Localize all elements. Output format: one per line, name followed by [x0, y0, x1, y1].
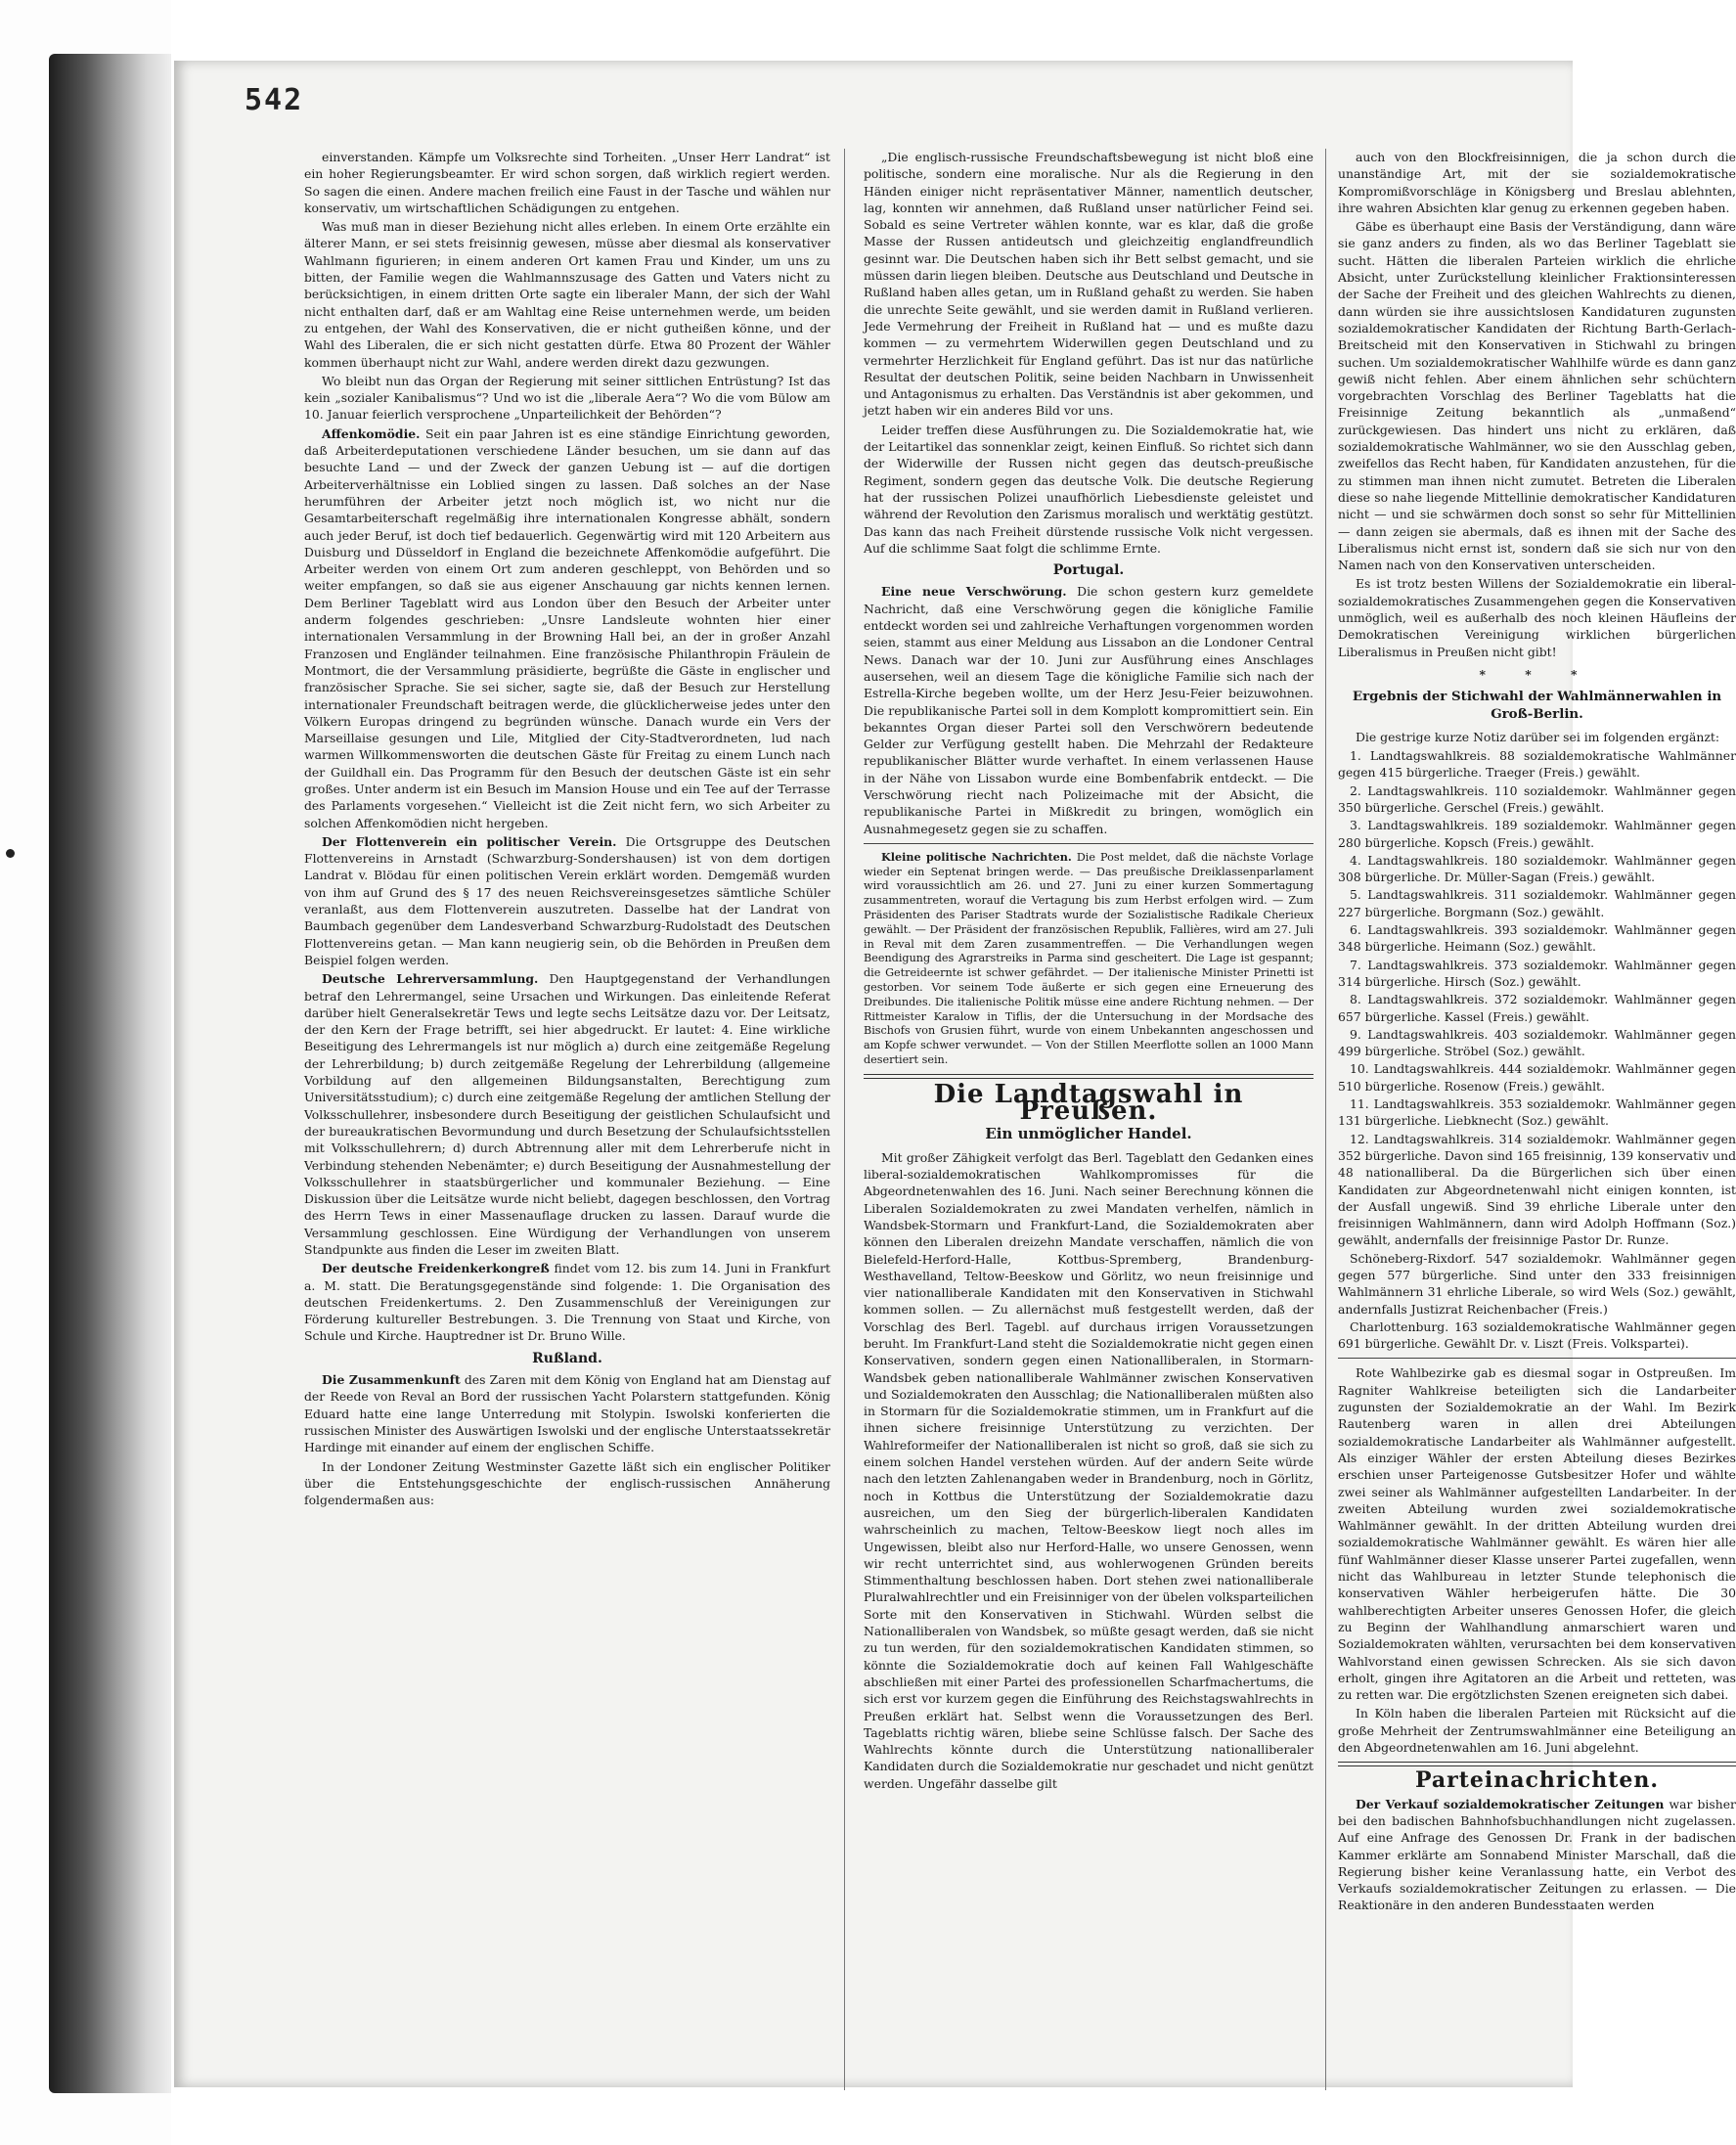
article-body: Seit ein paar Jahren ist es eine ständige Einrichtung geworden, daß Arbeiterdeputationen verschiedene Länder besuchen, um sie dann auf das besuchte Land — und der Zweck der ganzen Uebung ist — auf die dortigen Arbeiterverhältnisse ein Loblied singen zu lassen. Daß solches an der Nase herumführen der Arbeiter jetzt noch möglich ist, wo nicht nur die Gesamtarbeiterschaft regelmäßig ihre internationalen Kongresse abhält, sondern auch jeder Beruf, ist doch tief bedauerlich. Gegenwärtig wird mit 120 Arbeitern aus Duisburg und Düsseldorf in England die bezeichnete Affenkomödie aufgeführt. Die Arbeiter werden von einem Ort zum anderen geschleppt, von Behörden und so weiter empfangen, so daß sie aus eigener Anschauung gar nichts kennen lernen. Dem Berliner Tageblatt wird aus London über den Besuch der Arbeiter unter anderm folgendes geschrieben: „Unsre Landsleute wohnten hier einer internationalen Versammlung in der Browning Hall bei, an der in großer Anzahl Franzosen und Engländer teilnahmen. Eine französische Philanthropin Fräulein de Montmort, die der Versammlung präsidierte, begrüßte die Gäste in englischer und französischer Sprache. Sie sei sicher, sagte sie, daß der Besuch zur Herstellung internationaler Freundschaft beitragen werde, die glücklicherweise jedes unter den Völkern Europas dringend zu begründen wünsche. Danach wurde ein Vers der Marseillaise gesungen und Lile, Mitglied der City-Stadtverordneten, lud nach warmen Willkommensworten die deutschen Gäste für Freitag zu einem Lunch nach der Guildhall ein. Das Programm für den Besuch der deutschen Gäste ist ein sehr großes. Unter anderm ist ein Besuch im Mansion House und ein Tee auf der Terrasse des Parlaments vorgesehen.“ Vielleicht ist die Zeit nicht fern, wo sich Arbeiter zu solchen Affenkomödien nicht hergeben.	[304, 425, 830, 830]
paragraph: Wo bleibt nun das Organ der Regierung mit seiner sittlichen Entrüstung? Ist das kein „sozialer Kanibalismus“? Und wo ist die „liberale Aera“? Wo die vom Bülow am 10. Januar feierlich versprochene „Unparteilichkeit der Behörden“?	[304, 373, 830, 423]
divider	[864, 1074, 1313, 1079]
article-kleine-nachrichten	[864, 850, 1313, 1068]
page-number: 542	[245, 83, 304, 117]
column-right	[1338, 149, 1736, 1916]
divider	[1338, 1762, 1736, 1766]
article-body: des Zaren mit dem König von England hat am Dienstag auf der Reede von Reval an Bord der russischen Yacht Polarstern stattgefunden. König Eduard hatte eine lange Unterredung mit Stolypin. Iswolski konferierten die russischen Minister des Auswärtigen Iswolski und der englische Unterstaatssekretär Hardinge mit einander auf einem der englischen Schiffe.	[304, 1372, 830, 1455]
section-heading-portugal: Portugal.	[1052, 562, 1125, 579]
section-heading-russland: Rußland.	[532, 1350, 602, 1366]
paragraph: Leider treffen diese Ausführungen zu. Die Sozialdemokratie hat, wie der Leitartikel das sonnenklar zeigt, keinen Einfluß. So richtet sich dann der Widerwille der Russen nicht gegen das deutsch-preußische Regiment, sondern gegen das deutsche Volk. Die deutsche Regierung hat der russischen Polizei unaufhörlich Liebesdienste geleistet und während der Revolution den Zarismus moralisch und werktätig gestützt. Das kann das nach Freiheit dürstende russische Volk nicht vergessen. Auf die schlimme Saat folgt die schlimme Ernte.	[864, 422, 1313, 556]
column-rule	[844, 149, 845, 2090]
divider	[1338, 1358, 1736, 1359]
run-in-heading: Eine neue Verschwörung.	[881, 584, 1067, 600]
headline-landtagswahl: Die Landtagswahl in Preußen.	[933, 1079, 1244, 1127]
subheadline: Ein unmöglicher Handel.	[985, 1125, 1192, 1143]
result-item: 4. Landtagswahlkreis. 180 sozialdemokr. Wahlmänner gegen 308 bürgerliche. Dr. Müller-Sagan (Freis.) gewählt.	[1338, 852, 1736, 885]
run-in-heading: Affenkomödie.	[322, 425, 421, 441]
article-body: Den Hauptgegenstand der Verhandlungen betraf den Lehrermangel, seine Ursachen und Wirkungen. Das einleitende Referat darüber hielt Generalsekretär Tews und legte sechs Leitsätze dazu vor. Der Leitsatz, der den Kern der Frage betrifft, sei hier abgedruckt. Er lautet: 4. Eine wirkliche Beseitigung des Lehrermangels ist nur möglich a) durch eine zeitgemäße Regelung der Lehrerbildung; b) durch zeitgemäße Regelung der Lehrerbildung (allgemeine Vorbildung auf den allgemeinen Bildungsanstalten, Berechtigung zum Universitätsstudium); c) durch eine zeitgemäße Regelung der amtlichen Stellung der Volksschullehrer, insbesondere durch Beseitigung der geistlichen Schulaufsicht und der bureaukratischen Bevormundung und durch Besetzung der Schulaufsichtsstellen mit Volksschullehrern; d) durch Abtrennung aller mit dem Lehrerberufe nicht in Verbindung stehenden Nebenämter; e) durch Beseitigung der Ausnahmestellung der Volksschullehrer in staatsbürgerlicher und kommunaler Beziehung. — Eine Diskussion über die Leitsätze wurde nicht beliebt, dagegen beschlossen, den Vortrag des Herrn Tews in einer Massenauflage drucken zu lassen. Darauf wurde die Versammlung geschlossen. Eine Würdigung der Verhandlungen von unserem Standpunkte aus finden die Leser im zweiten Blatt.	[304, 971, 830, 1257]
column-rule	[1325, 149, 1326, 2090]
result-item: 3. Landtagswahlkreis. 189 sozialdemokr. Wahlmänner gegen 280 bürgerliche. Kopsch (Freis.) gewählt.	[1338, 818, 1736, 850]
article-body: Die schon gestern kurz gemeldete Nachricht, daß eine Verschwörung gegen die königliche Familie entdeckt worden sei und zahlreiche Verhaftungen vorgenommen worden seien, stammt aus einer Meldung aus Lissabon an die Londoner Central News. Danach war der 10. Juni zur Ausführung eines Anschlages ausersehen, weil an diesem Tage die königliche Familie sich nach der Estrella-Kirche begeben wollte, um der Herz Jesu-Feier beizuwohnen. Die republikanische Partei soll in dem Komplott kompromittiert sein. Ein bekanntes Organ dieser Partei soll den Verschwörern bedeutende Gelder zur Verfügung gestellt haben. Die Mehrzahl der Redakteure republikanischer Blätter wurde verhaftet. In einem verlassenen Hause in der Nähe von Lissabon wurde eine Bombenfabrik entdeckt. — Die Verschwörung riecht nach Polizeimache mit der Absicht, die republikanische Partei in Mißkredit zu bringen, womöglich ein Ausnahmegesetz gegen sie zu schaffen.	[864, 584, 1313, 836]
run-in-heading: Kleine politische Nachrichten.	[881, 849, 1072, 864]
article-affenkomoedie	[304, 425, 830, 831]
paragraph: Es ist trotz besten Willens der Sozialdemokratie ein liberal-sozialdemokratisches Zusammengehen gegen die Konservativen unmöglich, weil es außerhalb des noch kleinen Häufleins der Demokratischen Vereinigung wirklichen bürgerlichen Liberalismus in Preußen nicht gibt!	[1338, 576, 1736, 659]
paragraph: Was muß man in dieser Beziehung nicht alles erleben. In einem Orte erzählte ein älterer Mann, er sei stets freisinnig gewesen, müsse aber diesmal als konservativer Wahlmann figurieren; in einem anderen Ort kamen Frau und Kinder, um uns zu bitten, der Familie wegen die Wahlmannszusage des Gatten und Vaters nicht zu berücksichtigen, in einem dritten Orte sagte ein liberaler Mann, der sich der Wahl nicht enthalten darf, daß er am Wahltag eine Reise unternehmen werde, um beiden zu entgehen, der Wahl des Konservativen, die er nicht gutheißen könne, und der Wahl des Liberalen, die er sich nicht gestatten dürfe. Etwa 80 Prozent der Wähler kommen überhaupt nicht zur Wahl, andere werden direkt dazu gezwungen.	[304, 219, 830, 370]
paragraph: In der Londoner Zeitung Westminster Gazette läßt sich ein englischer Politiker über die Entstehungsgeschichte der englisch-russischen Annäherung folgendermaßen aus:	[304, 1458, 830, 1508]
result-item: Charlottenburg. 163 sozialdemokratische Wahlmänner gegen 691 bürgerliche. Gewählt Dr. v. Liszt (Freis. Volkspartei).	[1338, 1318, 1736, 1352]
result-item: 12. Landtagswahlkreis. 314 sozialdemokr. Wahlmänner gegen 352 bürgerliche. Davon sind 165 freisinnig, 139 konservativ und 48 nationalliberal. Da die Bürgerlichen sich über einen Kandidaten zur Abgeordnetenwahl nicht einigen konnten, ist der Ausfall ungewiß. Sind 39 ehrliche Liberale unter den freisinnigen Wahlmännern, dann wird Adolph Hoffmann (Soz.) gewählt, andernfalls der freisinnige Pastor Dr. Runze.	[1338, 1131, 1736, 1248]
paragraph: In Köln haben die liberalen Parteien mit Rücksicht auf die große Mehrheit der Zentrumswahlmänner eine Beteiligung an den Abgeordnetenwahlen am 16. Juni abgelehnt.	[1338, 1706, 1736, 1756]
heading-ergebnis: Ergebnis der Stichwahl der Wahlmännerwahlen in Groß-Berlin.	[1352, 689, 1722, 722]
article-lehrerversammlung	[304, 970, 830, 1258]
result-item: 9. Landtagswahlkreis. 403 sozialdemokr. Wahlmänner gegen 499 bürgerliche. Ströbel (Soz.) gewählt.	[1338, 1026, 1736, 1059]
paragraph: Rote Wahlbezirke gab es diesmal sogar in Ostpreußen. Im Ragniter Wahlkreise beteiligten sich die Landarbeiter zugunsten der Sozialdemokratie an der Wahl. Im Bezirk Rautenberg waren in allen drei Abteilungen sozialdemokratische Landarbeiter als Wahlmänner aufgestellt. Als einziger Wähler der ersten Abteilung dieses Bezirkes erschien unser Parteigenosse Gutsbesitzer Hofer und wählte zwei seiner als Wahlmänner aufgestellten Landarbeiter. In der zweiten Abteilung wurden zwei sozialdemokratische Wahlmänner gewählt. In der dritten Abteilung wurden drei sozialdemokratische Wahlmänner gewählt. Es wären hier alle fünf Wahlmänner dieser Klasse unserer Partei zugefallen, wenn nicht das Wahlbureau in letzter Stunde telephonisch die konservativen Wähler herbeigerufen hätte. Die 30 wahlberechtigten Arbeiter unseres Genossen Hofer, die gleich zu Beginn der Wahlhandlung anmarschiert waren und Sozialdemokraten wählten, verursachten bei dem konservativen Wahlvorstand einen gewissen Schrecken. Als sie sich davon erholt, gingen ihre Agitatoren an die Arbeit und retteten, was zu retten war. Die ergötzlichsten Szenen ereigneten sich dabei.	[1338, 1365, 1736, 1703]
paragraph: einverstanden. Kämpfe um Volksrechte sind Torheiten. „Unser Herr Landrat“ ist ein hoher Regierungsbeamter. Er wird schon sorgen, daß wirklich regiert werden. So sagen die einen. Andere machen freilich eine Faust in der Tasche und wählen nur konservativ, um wirtschaftlichen Schädigungen zu entgehen.	[304, 150, 830, 215]
run-in-heading: Der deutsche Freidenkerkongreß	[322, 1261, 550, 1276]
separator-stars: * * *	[1479, 666, 1595, 682]
heading-parteinachrichten: Parteinachrichten.	[1414, 1767, 1660, 1794]
paragraph: „Die englisch-russische Freundschaftsbewegung ist nicht bloß eine politische, sondern eine moralische. Nur als die Regierung in den Händen einiger nicht repräsentativer Männer, namentlich deutscher, lag, konnten wir annehmen, daß Rußland unser natürlicher Feind sei. Sobald es seine Vertreter wählen konnte, war es klar, daß die große Masse der Russen antideutsch und gleichzeitig englandfreundlich gesinnt war. Die Deutschen haben sich ihr Bett selbst gemacht, und sie müssen darin liegen bleiben. Deutsche aus Deutschland und Deutsche in Rußland haben alles getan, um in Rußland gehaßt zu werden. Sie haben die unrechte Seite gewählt, und sie werden damit in Rußland verlieren. Jede Vermehrung der Freiheit in Rußland hat — und es mußte dazu kommen — zu vermehrtem Widerwillen gegen Deutschland und zu vermehrter Herzlichkeit für England geführt. Das ist nur das natürliche Resultat der deutschen Politik, seine beiden Nachbarn in Unwissenheit und Antagonismus zu erhalten. Das Verständnis ist aber gekommen, und jetzt haben wir ein anderes Bild vor uns.	[864, 150, 1313, 419]
column-left	[304, 149, 830, 1510]
article-zusammenkunft	[304, 1371, 830, 1455]
result-item: 2. Landtagswahlkreis. 110 sozialdemokr. Wahlmänner gegen 350 bürgerliche. Gerschel (Freis.) gewählt.	[1338, 782, 1736, 815]
article-verschwoerung	[864, 583, 1313, 836]
divider	[864, 843, 1313, 844]
newspaper-page	[174, 61, 1736, 2087]
column-middle	[864, 149, 1313, 1794]
run-in-heading: Die Zusammenkunft	[322, 1372, 461, 1388]
article-body: war bisher bei den badischen Bahnhofsbuchhandlungen nicht zugelassen. Auf eine Anfrage des Genossen Dr. Frank in der badischen Kammer erklärte am Sonnabend Minister Marschall, daß die Regierung bisher keine Veranlassung hatte, ein Verbot des Verkaufs sozialdemokratischer Zeitungen zu erlassen. — Die Reaktionäre in den anderen Bundesstaaten werden	[1338, 1796, 1736, 1913]
run-in-heading: Der Flottenverein ein politischer Verein.	[322, 833, 617, 849]
article-flottenverein	[304, 833, 830, 968]
article-body: findet vom 12. bis zum 14. Juni in Frankfurt a. M. statt. Die Beratungsgegenstände sind folgende: 1. Die Organisation des deutschen Freidenkertums. 2. Den Zusammenschluß der Vereinigungen zur Förderung kultureller Bestrebungen. 3. Die Trennung von Staat und Kirche, von Schule und Kirche. Hauptredner ist Dr. Bruno Wille.	[304, 1261, 830, 1344]
article-freidenkerkongress	[304, 1260, 830, 1344]
result-item: 10. Landtagswahlkreis. 444 sozialdemokr. Wahlmänner gegen 510 bürgerliche. Rosenow (Freis.) gewählt.	[1338, 1061, 1736, 1094]
article-body: Die Post meldet, daß die nächste Vorlage wieder ein Septenat bringen werde. — Das preußische Dreiklassenparlament wird voraussichtlich am 26. und 27. Juni zu einer kurzen Sommertagung zusammentreten, worauf die Vertagung bis zum Herbst erfolgen wird. — Zum Präsidenten des Pariser Stadtrats wurde der Sozialistische Radikale Cherieux gewählt. — Der Präsident der französischen Republik, Fallières, wird am 27. Juli in Reval mit dem Zaren zusammentreffen. — Die Verhandlungen wegen Beendigung des Agrarstreiks in Parma sind gescheitert. Die Lage ist gespannt; die Getreideernte ist schwer gefährdet. — Der italienische Minister Prinetti ist gestorben. Vor seinem Tode äußerte er sich gegen eine Erneuerung des Dreibundes. Die italienische Politik müsse eine andere Richtung nehmen. — Der Rittmeister Karalow in Tiflis, der die Untersuchung in der Mordsache des Bischofs von Grusien führt, wurde von einem Unbekannten angeschossen und am Kopfe schwer verwundet. — Von der Stillen Meerflotte sollen an 1000 Mann desertiert sein.	[864, 850, 1314, 1067]
run-in-heading: Deutsche Lehrerversammlung.	[322, 971, 539, 987]
result-item: 11. Landtagswahlkreis. 353 sozialdemokr. Wahlmänner gegen 131 bürgerliche. Liebknecht (Soz.) gewählt.	[1338, 1096, 1736, 1129]
paragraph: Mit großer Zähigkeit verfolgt das Berl. Tageblatt den Gedanken eines liberal-sozialdemokratischen Wahlkompromisses für die Abgeordnetenwahlen des 16. Juni. Nach seiner Berechnung können die Liberalen Sozialdemokraten zu zwei Mandaten verhelfen, nämlich in Wandsbek-Stormarn und Frankfurt-Land, die Sozialdemokraten aber können den Liberalen dreizehn Mandate verschaffen, nämlich die von Bielefeld-Herford-Halle, Kottbus-Spremberg, Brandenburg-Westhavelland, Teltow-Beeskow und Görlitz, wo neun freisinnige und vier nationalliberale Kandidaten mit den Konservativen in Stichwahl kommen sollen. — Zu allernächst muß festgestellt werden, daß der Vorschlag des Berl. Tagebl. auf durchaus irrigen Voraussetzungen beruht. Im Frankfurt-Land steht die Sozialdemokratie nicht gegen einen Konservativen, sondern gegen einen Nationalliberalen, in Stormarn-Wandsbek geben nationalliberale Wahlmänner zwischen Konservativen und Sozialdemokraten den Ausschlag; die Nationalliberalen müßten also in Stormarn für die Sozialdemokratie stimmen, um in Frankfurt auf die ihnen sichere freisinnige Unterstützung zu verzichten. Der Wahlreformeifer der Nationalliberalen ist nicht so groß, daß sie sich zu einem solchen Handel verstehen würden. Auf der andern Seite würde nach den letzten Zahlenangaben weder in Brandenburg, noch in Görlitz, noch in Kottbus die Unterstützung der Sozialdemokratie dazu ausreichen, um den Sieg der bürgerlich-liberalen Kandidaten wahrscheinlich zu machen, Teltow-Beeskow liegt noch alles im Ungewissen, bleibt also nur Herford-Halle, wo unsere Genossen, wenn wir recht unterrichtet sind, aus wohlerwogenen Gründen bereits Stimmenthaltung beschlossen haben. Dort stehen zwei nationalliberale Pluralwahlrechtler und ein Freisinniger von der übelen volksparteilichen Sorte mit den Konservativen in Stichwahl. Würden selbst die Nationalliberalen von Wandsbek, so müßte gesagt werden, daß sie nicht zu tun werden, für den sozialdemokratischen Kandidaten stimmen, so könnte die Sozialdemokratie doch auf keinen Fall Wahlgeschäfte abschließen mit einer Partei des professionellen Scharfmachertums, die sich erst vor kurzem gegen die Einführung des Reichstagswahlrechts in Preußen erklärt hat. Selbst wenn die Voraussetzungen des Berl. Tageblatts richtig wären, bliebe seine Schlüsse falsch. Der Sache des Wahlrechts könnte durch die Unterstützung nationalliberaler Kandidaten durch die Sozialdemokratie nur geschadet und nicht genützt werden. Ungefähr dasselbe gilt	[864, 1149, 1313, 1791]
book-spine	[49, 54, 171, 2093]
paragraph: Die gestrige kurze Notiz darüber sei im folgenden ergänzt:	[1356, 729, 1720, 744]
article-verkauf	[1338, 1796, 1736, 1914]
binding-hole	[6, 849, 15, 858]
book-binding	[0, 0, 171, 2145]
article-body: Die Ortsgruppe des Deutschen Flottenvereins in Arnstadt (Schwarzburg-Sondershausen) ist von dem dortigen Landrat v. Blödau für einen politischen Verein erklärt worden. Demgemäß wurden von ihm auf Grund des § 17 des neuen Reichsvereinsgesetzes sämtliche Schüler veranlaßt, aus dem Flottenverein auszutreten. Dasselbe hat der Landrat von Baumbach gegenüber dem Landesverband Schwarzburg-Rudolstadt des Deutschen Flottenvereins getan. — Man kann neugierig sein, ob die Behörden in Preußen dem Beispiel folgen werden.	[304, 833, 831, 967]
result-item: 5. Landtagswahlkreis. 311 sozialdemokr. Wahlmänner gegen 227 bürgerliche. Borgmann (Soz.) gewählt.	[1338, 887, 1736, 919]
result-item: 7. Landtagswahlkreis. 373 sozialdemokr. Wahlmänner gegen 314 bürgerliche. Hirsch (Soz.) gewählt.	[1338, 957, 1736, 989]
result-item: Schöneberg-Rixdorf. 547 sozialdemokr. Wahlmänner gegen gegen 577 bürgerliche. Sind unter den 333 freisinnigen Wahlmännern 31 ehrliche Liberale, so wird Wels (Soz.) gewählt, andernfalls Justizrat Reichenbacher (Freis.)	[1338, 1250, 1736, 1317]
result-item: 1. Landtagswahlkreis. 88 sozialdemokratische Wahlmänner gegen 415 bürgerliche. Traeger (Freis.) gewählt.	[1338, 748, 1736, 781]
result-item: 6. Landtagswahlkreis. 393 sozialdemokr. Wahlmänner gegen 348 bürgerliche. Heimann (Soz.) gewählt.	[1338, 922, 1736, 955]
result-item: 8. Landtagswahlkreis. 372 sozialdemokr. Wahlmänner gegen 657 bürgerliche. Kassel (Freis.) gewählt.	[1338, 992, 1736, 1024]
run-in-heading: Der Verkauf sozialdemokratischer Zeitungen	[1356, 1796, 1665, 1811]
paragraph: auch von den Blockfreisinnigen, die ja schon durch die unanständige Art, mit der sie sozialdemokratische Kompromißvorschläge in Königsberg und Breslau ablehnten, ihre wahren Absichten klar genug zu erkennen gegeben haben.	[1338, 150, 1736, 215]
paragraph: Gäbe es überhaupt eine Basis der Verständigung, dann wäre sie ganz anders zu finden, als wo das Berliner Tageblatt sie sucht. Hätten die liberalen Parteien wirklich die ehrliche Absicht, unter Zurückstellung kleinlicher Fraktionsinteressen der Sache der Freiheit und des gleichen Wahlrechts zu dienen, dann würden sie ihre aussichtslosen Kandidaturen zugunsten sozialdemokratischer Kandidaten der Richtung Barth-Gerlach-Breitscheid mit den Konservativen in Stichwahl zu bringen suchen. Um sozialdemokratischer Wahlhilfe würde es dann ganz gewiß nicht fehlen. Aber einem ähnlichen sehr schüchtern vorgebrachten Vorschlag des Berliner Tageblatts hat die Freisinnige Zeitung bekanntlich als „unmaßend“ zurückgewiesen. Das hindert uns nicht zu erklären, daß sozialdemokratische Wahlmänner, wo sie den Ausschlag geben, zweifellos das Recht haben, für Kandidaten anzustehen, für die zu stimmen man ihnen nicht zumutet. Betreten die Liberalen diese so nahe liegende Mittellinie demokratischer Kandidaturen nicht — und sie schwärmen doch sonst so sehr für Mittellinien — dann zeigen sie abermals, daß es ihnen mit der Sache des Liberalismus nicht ernst ist, sondern daß sie sich nur von den Namen nach von den Konservativen unterscheiden.	[1338, 219, 1736, 573]
